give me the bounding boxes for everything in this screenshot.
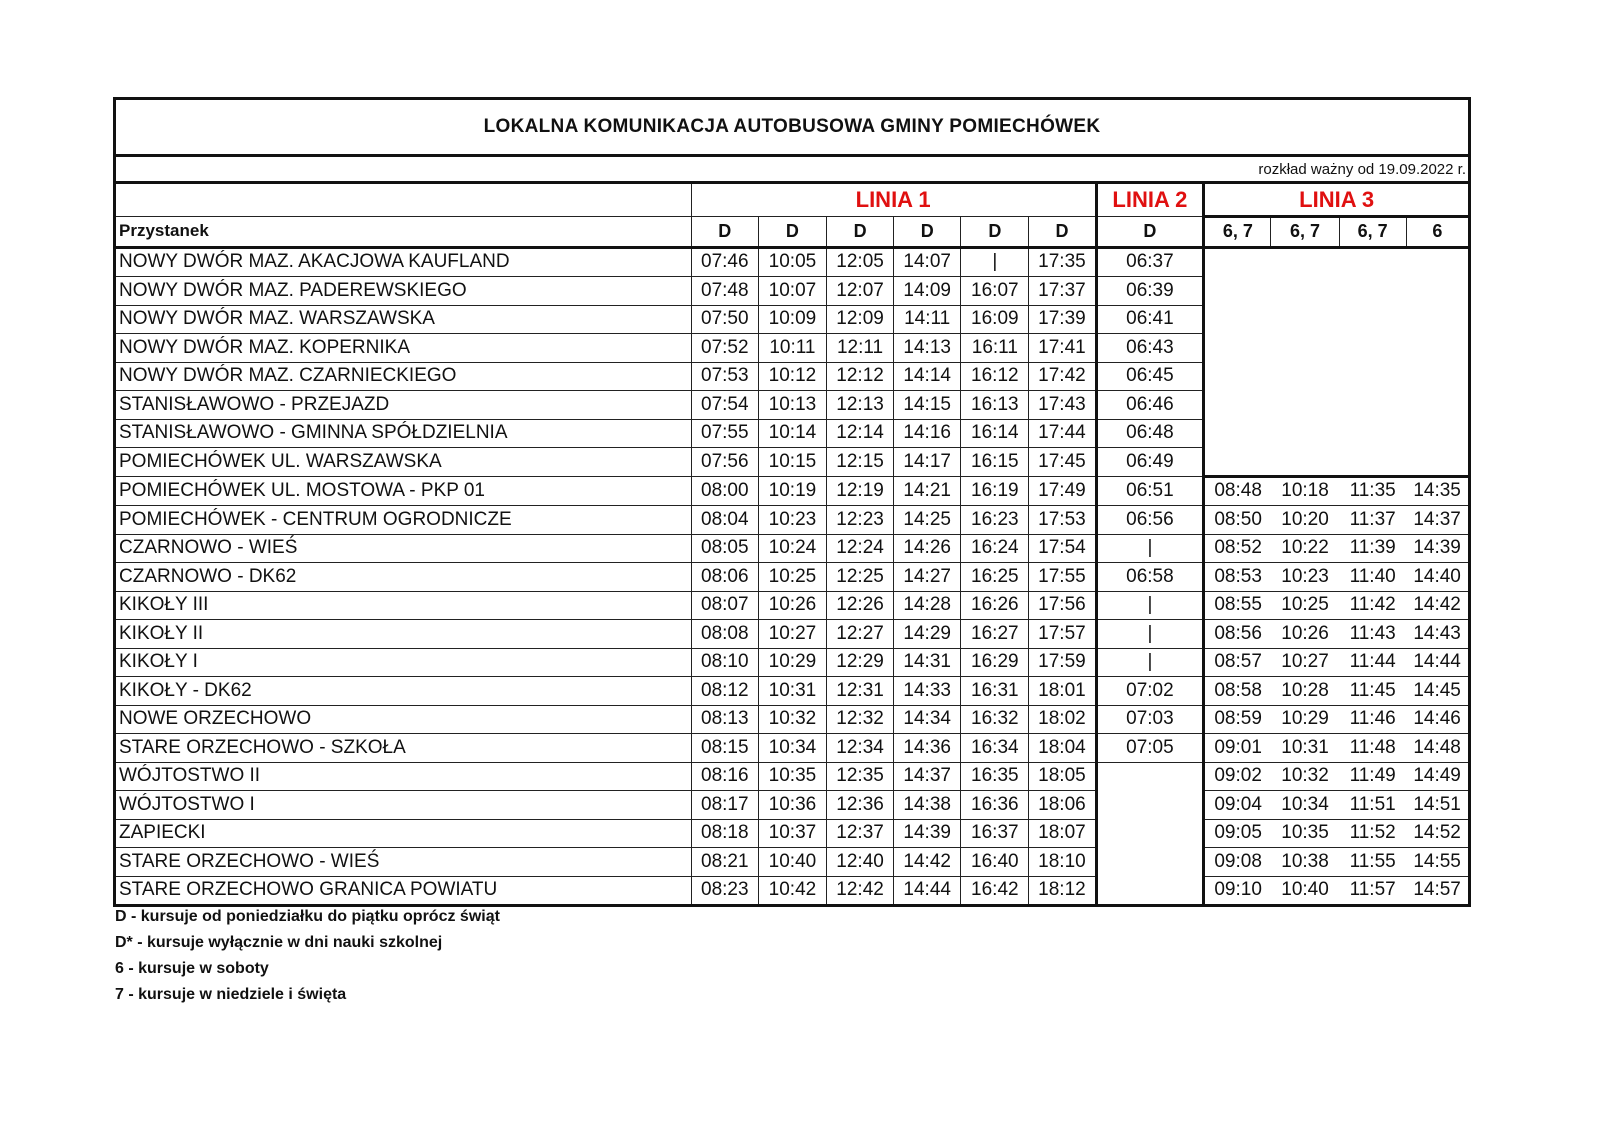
day-type-row: [115, 217, 1470, 248]
line-1-time: 10:13: [758, 391, 826, 420]
line-1-time: 14:28: [894, 591, 961, 620]
line-1-time: 10:09: [758, 305, 826, 334]
line-1-time: 08:00: [691, 476, 758, 506]
line-2-time: |: [1096, 620, 1204, 649]
line-1-time: 12:36: [827, 791, 894, 820]
line-2-time: 06:58: [1096, 563, 1204, 592]
day-type-cell: D: [827, 217, 894, 248]
timetable: [113, 97, 1471, 907]
stop-name: STARE ORZECHOWO - SZKOŁA: [115, 734, 692, 763]
stop-name: WÓJTOSTWO I: [115, 791, 692, 820]
line-2-time: 07:03: [1096, 705, 1204, 734]
line-3-time: 10:32: [1271, 762, 1339, 791]
stop-name: CZARNOWO - WIEŚ: [115, 534, 692, 563]
stop-name: POMIECHÓWEK UL. MOSTOWA - PKP 01: [115, 476, 692, 506]
line-2-time: 06:49: [1096, 448, 1204, 477]
line-1-time: |: [961, 247, 1029, 277]
line-1-time: 14:13: [894, 334, 961, 363]
line-1-time: 17:59: [1029, 648, 1096, 677]
line-3-header: LINIA 3: [1204, 183, 1470, 217]
line-1-time: 16:11: [961, 334, 1029, 363]
line-1-time: 18:01: [1029, 677, 1096, 706]
line-1-time: 16:09: [961, 305, 1029, 334]
line-1-time: 16:15: [961, 448, 1029, 477]
table-row: [115, 734, 1470, 763]
line-1-time: 08:07: [691, 591, 758, 620]
stop-name: NOWY DWÓR MAZ. PADEREWSKIEGO: [115, 277, 692, 306]
stop-name: CZARNOWO - DK62: [115, 563, 692, 592]
table-row: [115, 677, 1470, 706]
line-1-time: 16:14: [961, 419, 1029, 448]
line-1-time: 08:23: [691, 876, 758, 906]
table-row: [115, 247, 1470, 277]
line-1-time: 16:32: [961, 705, 1029, 734]
line-3-time: 11:51: [1339, 791, 1406, 820]
line-1-time: 10:37: [758, 819, 826, 848]
stop-name: KIKOŁY I: [115, 648, 692, 677]
line-1-time: 17:45: [1029, 448, 1096, 477]
table-row: [115, 476, 1470, 506]
legend-item: D - kursuje od poniedziałku do piątku oprócz świąt: [115, 908, 500, 925]
line-1-time: 12:42: [827, 876, 894, 906]
line-1-time: 12:26: [827, 591, 894, 620]
line-1-time: 08:18: [691, 819, 758, 848]
line-2-time: 06:43: [1096, 334, 1204, 363]
line-3-time: 11:52: [1339, 819, 1406, 848]
line-3-time: 08:55: [1204, 591, 1271, 620]
line-3-time: 10:34: [1271, 791, 1339, 820]
line-1-time: 14:37: [894, 762, 961, 791]
line-1-time: 17:37: [1029, 277, 1096, 306]
line-1-time: 16:12: [961, 362, 1029, 391]
line-3-time: 09:05: [1204, 819, 1271, 848]
line-3-time: 11:35: [1339, 476, 1406, 506]
line-3-time: 11:43: [1339, 620, 1406, 649]
line-1-time: 14:29: [894, 620, 961, 649]
stop-name: KIKOŁY III: [115, 591, 692, 620]
line-3-time: 09:04: [1204, 791, 1271, 820]
line-1-time: 07:50: [691, 305, 758, 334]
day-type-cell: D: [1096, 217, 1204, 248]
line-1-time: 14:26: [894, 534, 961, 563]
line-3-time: 14:49: [1406, 762, 1469, 791]
line-3-no-service: [1204, 247, 1470, 476]
line-2-time: |: [1096, 648, 1204, 677]
line-1-time: 10:15: [758, 448, 826, 477]
line-1-time: 14:38: [894, 791, 961, 820]
line-1-time: 10:29: [758, 648, 826, 677]
line-3-time: 14:42: [1406, 591, 1469, 620]
line-1-time: 17:43: [1029, 391, 1096, 420]
day-type-cell: 6, 7: [1204, 217, 1271, 248]
line-1-time: 16:27: [961, 620, 1029, 649]
line-3-time: 14:37: [1406, 506, 1469, 535]
line-1-time: 10:26: [758, 591, 826, 620]
line-3-time: 10:23: [1271, 563, 1339, 592]
line-3-time: 11:45: [1339, 677, 1406, 706]
line-1-time: 16:13: [961, 391, 1029, 420]
line-1-time: 12:12: [827, 362, 894, 391]
line-1-time: 08:16: [691, 762, 758, 791]
line-1-time: 10:19: [758, 476, 826, 506]
line-3-time: 10:29: [1271, 705, 1339, 734]
line-2-time: 07:02: [1096, 677, 1204, 706]
line-1-time: 18:12: [1029, 876, 1096, 906]
line-3-time: 14:57: [1406, 876, 1469, 906]
line-1-time: 16:29: [961, 648, 1029, 677]
line-2-time: 06:45: [1096, 362, 1204, 391]
line-3-time: 14:40: [1406, 563, 1469, 592]
line-1-time: 07:52: [691, 334, 758, 363]
line-1-time: 10:42: [758, 876, 826, 906]
line-1-time: 10:36: [758, 791, 826, 820]
line-1-time: 07:54: [691, 391, 758, 420]
line-3-time: 14:44: [1406, 648, 1469, 677]
line-1-time: 14:34: [894, 705, 961, 734]
line-1-time: 17:42: [1029, 362, 1096, 391]
line-1-time: 16:19: [961, 476, 1029, 506]
stop-name: KIKOŁY II: [115, 620, 692, 649]
line-1-time: 12:25: [827, 563, 894, 592]
line-1-time: 07:56: [691, 448, 758, 477]
line-1-time: 08:21: [691, 848, 758, 877]
line-1-time: 10:14: [758, 419, 826, 448]
line-1-time: 08:06: [691, 563, 758, 592]
line-1-time: 14:14: [894, 362, 961, 391]
stop-name: POMIECHÓWEK - CENTRUM OGRODNICZE: [115, 506, 692, 535]
line-1-time: 17:41: [1029, 334, 1096, 363]
line-3-time: 08:57: [1204, 648, 1271, 677]
line-3-time: 10:22: [1271, 534, 1339, 563]
line-1-time: 14:16: [894, 419, 961, 448]
legend-item: D* - kursuje wyłącznie w dni nauki szkolnej: [115, 934, 443, 951]
line-3-time: 14:48: [1406, 734, 1469, 763]
line-1-time: 08:04: [691, 506, 758, 535]
line-1-time: 12:31: [827, 677, 894, 706]
line-1-time: 16:35: [961, 762, 1029, 791]
line-3-time: 14:51: [1406, 791, 1469, 820]
table-row: [115, 876, 1470, 906]
line-3-time: 08:50: [1204, 506, 1271, 535]
line-1-time: 14:36: [894, 734, 961, 763]
line-3-time: 09:01: [1204, 734, 1271, 763]
line-3-time: 08:58: [1204, 677, 1271, 706]
day-type-cell: D: [758, 217, 826, 248]
line-1-time: 14:15: [894, 391, 961, 420]
line-1-time: 16:42: [961, 876, 1029, 906]
stop-name: NOWY DWÓR MAZ. KOPERNIKA: [115, 334, 692, 363]
line-1-time: 17:57: [1029, 620, 1096, 649]
table-row: [115, 848, 1470, 877]
line-3-time: 10:31: [1271, 734, 1339, 763]
line-1-time: 08:10: [691, 648, 758, 677]
line-3-time: 11:46: [1339, 705, 1406, 734]
line-1-time: 14:11: [894, 305, 961, 334]
line-1-time: 16:24: [961, 534, 1029, 563]
line-2-no-service: [1096, 762, 1204, 906]
timetable-sheet: [113, 97, 1471, 907]
line-1-time: 12:11: [827, 334, 894, 363]
line-3-time: 09:08: [1204, 848, 1271, 877]
line-1-time: 18:05: [1029, 762, 1096, 791]
line-3-time: 14:43: [1406, 620, 1469, 649]
line-3-time: 11:55: [1339, 848, 1406, 877]
line-3-time: 10:20: [1271, 506, 1339, 535]
line-3-time: 08:48: [1204, 476, 1271, 506]
line-1-time: 17:44: [1029, 419, 1096, 448]
line-1-time: 10:05: [758, 247, 826, 277]
line-3-time: 11:40: [1339, 563, 1406, 592]
line-1-time: 08:08: [691, 620, 758, 649]
line-1-time: 16:34: [961, 734, 1029, 763]
line-1-time: 14:44: [894, 876, 961, 906]
line-2-time: 06:37: [1096, 247, 1204, 277]
line-1-time: 12:24: [827, 534, 894, 563]
line-1-header: LINIA 1: [691, 183, 1096, 217]
table-row: [115, 506, 1470, 535]
line-1-time: 16:31: [961, 677, 1029, 706]
line-1-time: 10:24: [758, 534, 826, 563]
line-2-time: 06:46: [1096, 391, 1204, 420]
line-2-time: |: [1096, 591, 1204, 620]
line-1-time: 16:37: [961, 819, 1029, 848]
table-row: [115, 648, 1470, 677]
line-3-time: 10:27: [1271, 648, 1339, 677]
stop-name: STANISŁAWOWO - GMINNA SPÓŁDZIELNIA: [115, 419, 692, 448]
line-3-time: 11:37: [1339, 506, 1406, 535]
line-3-time: 11:49: [1339, 762, 1406, 791]
line-1-time: 16:36: [961, 791, 1029, 820]
line-1-time: 07:46: [691, 247, 758, 277]
page-title: LOKALNA KOMUNIKACJA AUTOBUSOWA GMINY POMIECHÓWEK: [115, 99, 1470, 156]
timetable-body: [115, 99, 1470, 906]
line-2-header: LINIA 2: [1096, 183, 1204, 217]
line-1-time: 12:37: [827, 819, 894, 848]
line-3-time: 09:02: [1204, 762, 1271, 791]
line-3-time: 14:46: [1406, 705, 1469, 734]
line-1-time: 10:27: [758, 620, 826, 649]
line-1-time: 10:32: [758, 705, 826, 734]
line-1-time: 14:27: [894, 563, 961, 592]
line-3-time: 10:35: [1271, 819, 1339, 848]
line-1-time: 12:40: [827, 848, 894, 877]
line-1-time: 14:07: [894, 247, 961, 277]
line-1-time: 14:31: [894, 648, 961, 677]
line-2-time: 06:41: [1096, 305, 1204, 334]
line-2-time: 06:48: [1096, 419, 1204, 448]
line-3-time: 10:28: [1271, 677, 1339, 706]
line-1-time: 07:55: [691, 419, 758, 448]
line-2-time: 06:39: [1096, 277, 1204, 306]
line-1-time: 16:23: [961, 506, 1029, 535]
line-3-time: 11:39: [1339, 534, 1406, 563]
line-1-time: 14:25: [894, 506, 961, 535]
line-1-time: 08:17: [691, 791, 758, 820]
line-header-row: [115, 183, 1470, 217]
line-3-time: 08:56: [1204, 620, 1271, 649]
line-1-time: 17:56: [1029, 591, 1096, 620]
line-1-time: 12:35: [827, 762, 894, 791]
line-3-time: 11:57: [1339, 876, 1406, 906]
line-3-time: 08:53: [1204, 563, 1271, 592]
line-3-time: 14:52: [1406, 819, 1469, 848]
line-3-time: 08:52: [1204, 534, 1271, 563]
legend: [115, 904, 500, 1008]
line-1-time: 08:05: [691, 534, 758, 563]
table-row: [115, 563, 1470, 592]
line-1-time: 17:49: [1029, 476, 1096, 506]
line-1-time: 17:55: [1029, 563, 1096, 592]
line-2-time: |: [1096, 534, 1204, 563]
line-1-time: 12:09: [827, 305, 894, 334]
line-1-time: 10:23: [758, 506, 826, 535]
line-3-time: 10:26: [1271, 620, 1339, 649]
line-1-time: 12:19: [827, 476, 894, 506]
stop-name: STARE ORZECHOWO GRANICA POWIATU: [115, 876, 692, 906]
line-2-time: 06:56: [1096, 506, 1204, 535]
line-3-time: 11:42: [1339, 591, 1406, 620]
line-3-time: 10:18: [1271, 476, 1339, 506]
line-1-time: 17:39: [1029, 305, 1096, 334]
line-1-time: 10:25: [758, 563, 826, 592]
line-1-time: 08:13: [691, 705, 758, 734]
line-3-time: 14:55: [1406, 848, 1469, 877]
line-1-time: 12:05: [827, 247, 894, 277]
stop-name: STANISŁAWOWO - PRZEJAZD: [115, 391, 692, 420]
line-1-time: 10:07: [758, 277, 826, 306]
line-1-time: 10:11: [758, 334, 826, 363]
line-1-time: 18:06: [1029, 791, 1096, 820]
line-1-time: 12:32: [827, 705, 894, 734]
line-3-time: 14:45: [1406, 677, 1469, 706]
day-type-cell: D: [894, 217, 961, 248]
line-1-time: 18:04: [1029, 734, 1096, 763]
stop-name: POMIECHÓWEK UL. WARSZAWSKA: [115, 448, 692, 477]
line-3-time: 10:40: [1271, 876, 1339, 906]
line-1-time: 12:34: [827, 734, 894, 763]
line-1-time: 10:31: [758, 677, 826, 706]
table-row: [115, 819, 1470, 848]
line-1-time: 16:26: [961, 591, 1029, 620]
line-1-time: 14:21: [894, 476, 961, 506]
line-1-time: 08:15: [691, 734, 758, 763]
line-1-time: 14:33: [894, 677, 961, 706]
line-1-time: 17:54: [1029, 534, 1096, 563]
line-1-time: 16:25: [961, 563, 1029, 592]
table-row: [115, 705, 1470, 734]
day-type-cell: D: [1029, 217, 1096, 248]
line-1-time: 12:27: [827, 620, 894, 649]
table-row: [115, 762, 1470, 791]
line-1-time: 12:15: [827, 448, 894, 477]
line-1-time: 16:07: [961, 277, 1029, 306]
line-1-time: 14:09: [894, 277, 961, 306]
line-1-time: 18:02: [1029, 705, 1096, 734]
stop-name: NOWE ORZECHOWO: [115, 705, 692, 734]
line-1-time: 07:48: [691, 277, 758, 306]
line-1-time: 10:12: [758, 362, 826, 391]
stop-column-header: Przystanek: [115, 217, 692, 248]
line-1-time: 18:10: [1029, 848, 1096, 877]
legend-item: 6 - kursuje w soboty: [115, 960, 269, 977]
line-1-time: 08:12: [691, 677, 758, 706]
line-1-time: 10:35: [758, 762, 826, 791]
table-row: [115, 534, 1470, 563]
line-3-time: 14:35: [1406, 476, 1469, 506]
line-2-time: 06:51: [1096, 476, 1204, 506]
day-type-cell: D: [961, 217, 1029, 248]
validity-note: rozkład ważny od 19.09.2022 r.: [115, 156, 1470, 183]
table-row: [115, 591, 1470, 620]
line-1-time: 12:13: [827, 391, 894, 420]
blank-header-cell: [115, 183, 692, 217]
line-1-time: 12:14: [827, 419, 894, 448]
line-1-time: 12:23: [827, 506, 894, 535]
line-3-time: 11:48: [1339, 734, 1406, 763]
line-3-time: 10:25: [1271, 591, 1339, 620]
line-1-time: 14:39: [894, 819, 961, 848]
stop-name: ZAPIECKI: [115, 819, 692, 848]
legend-item: 7 - kursuje w niedziele i święta: [115, 986, 347, 1003]
line-1-time: 12:07: [827, 277, 894, 306]
line-1-time: 10:34: [758, 734, 826, 763]
table-row: [115, 620, 1470, 649]
line-3-time: 08:59: [1204, 705, 1271, 734]
day-type-cell: 6, 7: [1271, 217, 1339, 248]
stop-name: KIKOŁY - DK62: [115, 677, 692, 706]
line-2-time: 07:05: [1096, 734, 1204, 763]
stop-name: NOWY DWÓR MAZ. WARSZAWSKA: [115, 305, 692, 334]
line-3-time: 14:39: [1406, 534, 1469, 563]
line-1-time: 17:35: [1029, 247, 1096, 277]
line-1-time: 07:53: [691, 362, 758, 391]
line-1-time: 14:17: [894, 448, 961, 477]
stop-name: NOWY DWÓR MAZ. CZARNIECKIEGO: [115, 362, 692, 391]
line-1-time: 14:42: [894, 848, 961, 877]
line-3-time: 09:10: [1204, 876, 1271, 906]
line-1-time: 12:29: [827, 648, 894, 677]
line-1-time: 18:07: [1029, 819, 1096, 848]
stop-name: WÓJTOSTWO II: [115, 762, 692, 791]
line-1-time: 16:40: [961, 848, 1029, 877]
day-type-cell: 6: [1406, 217, 1469, 248]
day-type-cell: 6, 7: [1339, 217, 1406, 248]
table-row: [115, 791, 1470, 820]
stop-name: STARE ORZECHOWO - WIEŚ: [115, 848, 692, 877]
line-1-time: 17:53: [1029, 506, 1096, 535]
line-3-time: 10:38: [1271, 848, 1339, 877]
day-type-cell: D: [691, 217, 758, 248]
line-3-time: 11:44: [1339, 648, 1406, 677]
stop-name: NOWY DWÓR MAZ. AKACJOWA KAUFLAND: [115, 247, 692, 277]
line-1-time: 10:40: [758, 848, 826, 877]
